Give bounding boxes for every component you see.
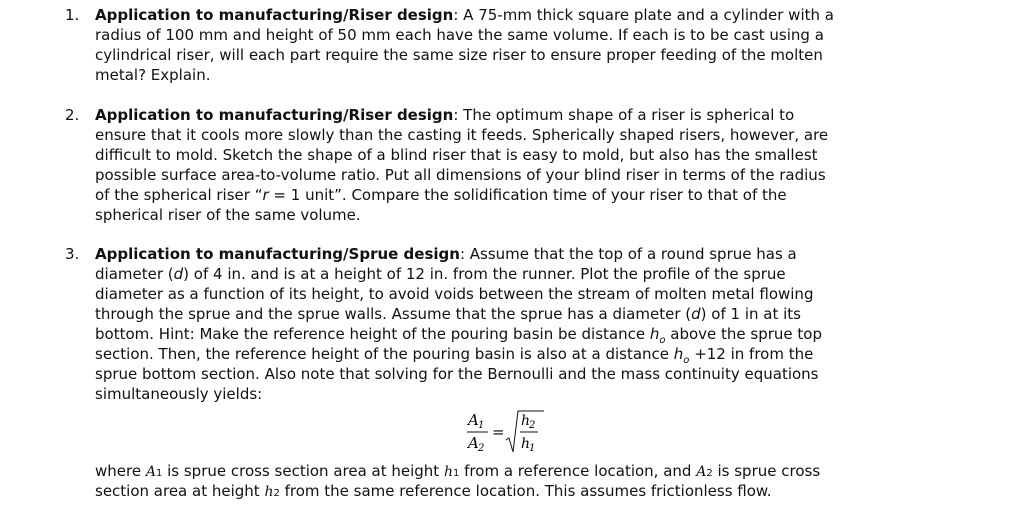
question-text: Application to manufacturing/Riser design: The optimum shape of a riser is spherical to ensure that it cools more slowly than the casting it feeds. Spherically shaped risers, however, are difficult to mold. Sketch the shape of a blind riser that is easy to mold, but also has the smallest possible surface area-to-volume ratio. Put all dimensions of your blind riser in terms of the radius of the spherical riser “r = 1 unit”. Compare the solidification time of your riser to that of the spherical riser of the same volume. bbox=[95, 106, 829, 224]
bernoulli-formula bbox=[466, 408, 556, 458]
formula-denominator-sub: 2 bbox=[478, 443, 485, 454]
formula-root-denominator: h bbox=[521, 436, 531, 452]
formula-denominator: A bbox=[468, 434, 479, 452]
formula-root-denominator-sub: 1 bbox=[529, 443, 536, 454]
question-number: 1. bbox=[65, 6, 80, 24]
question-number: 3. bbox=[65, 245, 80, 263]
formula-root-numerator-sub: 2 bbox=[529, 420, 536, 431]
formula-root-numerator: h bbox=[521, 413, 531, 429]
formula-numerator-sub: 1 bbox=[478, 420, 485, 431]
question-title: Application to manufacturing/Riser design bbox=[95, 6, 454, 24]
question-text: Application to manufacturing/Riser design: A 75-mm thick square plate and a cylinder with a radius of 100 mm and height of 50 mm each have the same volume. If each is to be cast using a cylindrical riser, will each part require the same size riser to ensure proper feeding of the molten metal? Explain. bbox=[95, 6, 834, 84]
formula-svg bbox=[466, 408, 556, 458]
question-number: 2. bbox=[65, 106, 80, 124]
question-title: Application to manufacturing/Riser design bbox=[95, 106, 454, 124]
question-text: Application to manufacturing/Sprue design: Assume that the top of a round sprue has a diameter (d) of 4 in. and is at a height of 12 in. from the runner. Plot the profile of the sprue diameter as a function of its height, to avoid voids between the stream of molten metal flowing through the sprue and the sprue walls. Assume that the sprue has a diameter (d) of 1 in at its bottom. Hint: Make the reference height of the pouring basin be distance $h_o$ above the sprue top section. Then, the reference height of the pouring basin is also at a distance $h_o +12$ in from the sprue bottom section. Also note that solving for the Bernoulli and the mass continuity equations simultaneously yields: bbox=[95, 245, 823, 403]
formula-equals: = bbox=[492, 423, 505, 441]
formula-numerator: A bbox=[468, 411, 479, 429]
question-title: Application to manufacturing/Sprue design bbox=[95, 245, 460, 263]
formula-explanation: where A1 is sprue cross section area at height h1 from a reference location, and A2 is sprue cross section area at height h2 from the same reference location. This assumes frictionless flow. bbox=[95, 462, 821, 500]
